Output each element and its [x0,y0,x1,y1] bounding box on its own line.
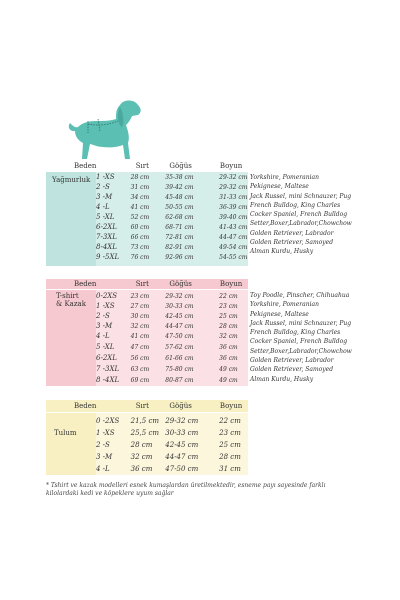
breed-label: Golden Retriever, Samoyed [250,366,334,374]
table-row: 7-3XL 66 cm 72-81 cm 44-47 cm [96,233,248,241]
table-row: 2 -S 28 cm 42-45 cm 25 cm [96,441,241,449]
header-chest: Göğüs [169,280,192,288]
yagmurluk-category: Yağmurluk [52,176,91,184]
table-row: 2 -S 31 cm 39-42 cm 29-32 cm [96,183,248,191]
breed-label: Yorkshire, Pomeranian [250,174,319,181]
breed-label: Jack Russel, mini Schnauzer, Pug [250,319,352,327]
table-row: 4 -L 41 cm 47-50 cm 32 cm [96,332,238,340]
header-back: Sırt [135,162,149,170]
breed-label: Pekignese, Maltese [250,183,309,191]
tulum-category: Tulum [54,429,77,437]
table-row: 0 -2XS 21,5 cm 29-32 cm 22 cm [96,417,241,425]
breed-label: Setter,Boxer,Labrador,Chowchow [250,347,352,355]
table-row: 4 -L 41 cm 50-55 cm 36-39 cm [96,203,248,211]
table-row: 3 -M 32 cm 44-47 cm 28 cm [96,453,241,461]
tshirt-breeds [250,291,352,384]
breed-label: Yorkshire, Pomeranian [250,301,319,309]
breed-label: French Bulldog, King Charles [250,201,341,209]
header-chest: Göğüs [169,162,192,170]
breed-label: Pekignese, Maltese [250,310,309,318]
breed-label: Toy Poodle, Pinscher, Chihuahua [250,292,350,299]
table-row: 8-4XL 73 cm 82-91 cm 49-54 cm [96,243,248,251]
breed-label: Alman Kurdu, Husky [250,375,314,383]
table-row: 6-2XL 60 cm 68-71 cm 41-43 cm [96,223,248,231]
tulum-table [46,413,248,475]
table-row: 1 -XS 25,5 cm 30-33 cm 23 cm [96,429,241,437]
breed-label: Golden Retriever, Samoyed [250,239,334,247]
breed-label: Jack Russel, mini Schnauzer, Pug [250,192,352,200]
breed-label: Setter,Boxer,Labrador,Chowchow [250,220,352,228]
header-size: Beden [74,162,97,170]
table-row: 6-2XL 56 cm 61-66 cm 36 cm [96,354,238,362]
table-row: 1 -XS 27 cm 30-33 cm 23 cm [96,302,238,310]
header-chest: Göğüs [169,402,192,410]
breed-label: Golden Retriever, Labrador [250,229,334,237]
breed-label: Cocker Spaniel, French Bulldog [250,338,348,346]
breed-label: Alman Kurdu, Husky [250,248,314,256]
header-size: Beden [74,402,97,410]
header-neck: Boyun [219,280,243,288]
table-row: 3 -M 32 cm 44-47 cm 28 cm [96,322,238,330]
header-back: Sırt [135,280,149,288]
table-row: 0-2XS 23 cm 29-32 cm 22 cm [96,292,238,300]
header-size: Beden [74,280,97,288]
category-line-2: & Kazak [56,300,86,308]
table-row: 3 -M 34 cm 45-48 cm 31-33 cm [96,193,248,201]
tshirt-header-bar [46,279,248,289]
breed-label: Golden Retriever, Labrador [250,357,334,365]
header-back: Sırt [135,402,149,410]
table-row: 4 -L 36 cm 47-50 cm 31 cm [96,465,241,473]
yagmurluk-table [46,172,248,266]
category-line-1: T-shirt [56,292,79,300]
table-row: 8 -4XL 69 cm 80-87 cm 49 cm [96,376,238,384]
yagmurluk-header [46,162,248,171]
table-row: 5 -XL 52 cm 62-68 cm 39-40 cm [96,213,248,221]
breed-label: Cocker Spaniel, French Bulldog [250,211,348,219]
yagmurluk-breeds [250,173,352,257]
table-row: 5 -XL 47 cm 57-62 cm 36 cm [96,343,238,351]
footnote: * Tshirt ve kazak modelleri esnek kumaşlardan üretilmektedir, esneme payı sayesinde farklı kilolardaki kedi ve köpeklere uyum sağlar [46,482,326,497]
dog-silhouette-icon [58,97,144,163]
tshirt-header [46,280,248,289]
header-neck: Boyun [219,162,243,170]
table-row: 2 -S 30 cm 42-45 cm 25 cm [96,312,238,320]
table-row: 9 -5XL 76 cm 92-96 cm 54-55 cm [96,253,248,261]
header-neck: Boyun [219,402,243,410]
table-row: 1 -XS 28 cm 35-38 cm 29-32 cm [96,173,248,181]
tulum-header-bar [46,400,248,412]
tshirt-table [46,290,248,386]
tulum-header [46,402,248,411]
breed-label: French Bulldog, King Charles [250,329,341,337]
table-row: 7 -3XL 63 cm 75-80 cm 49 cm [96,365,238,373]
